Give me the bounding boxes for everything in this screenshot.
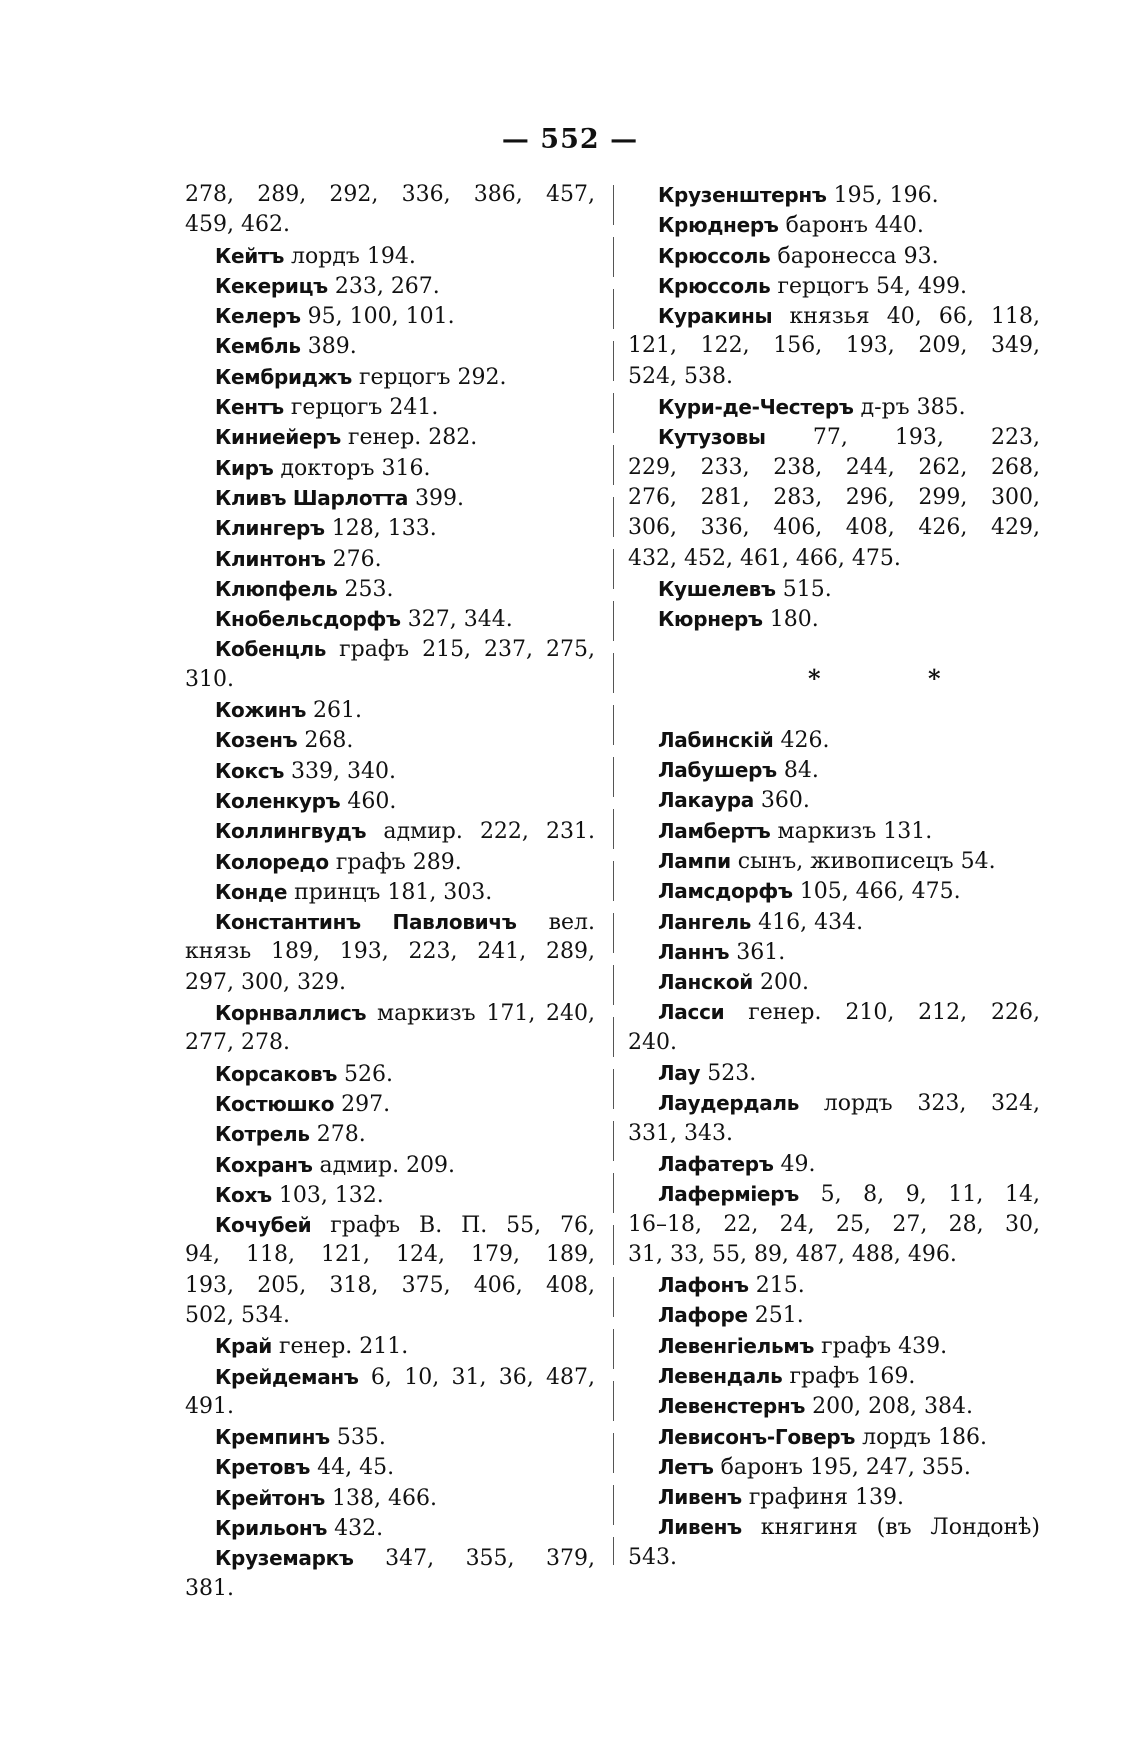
entry-references: 5, 8, 9, 11, 14, xyxy=(798,1182,1040,1208)
entry-references: генер. 211. xyxy=(271,1334,409,1360)
entry-references: 347, 355, 379, xyxy=(353,1546,595,1572)
index-line xyxy=(185,725,595,755)
index-line xyxy=(628,241,1040,271)
entry-references: 535. xyxy=(329,1425,386,1451)
entry-name: Кожинъ xyxy=(215,698,307,723)
entry-references: 77, 193, 223, xyxy=(765,425,1040,451)
entry-name: Кохранъ xyxy=(215,1152,313,1177)
entry-references: 229, 233, 238, 244, 262, 268, xyxy=(628,454,1040,480)
entry-name: Летъ xyxy=(658,1454,714,1479)
entry-references: маркизъ 131. xyxy=(770,818,933,844)
entry-references: 339, 340. xyxy=(284,758,397,784)
index-line xyxy=(628,331,1040,361)
entry-references: 526. xyxy=(337,1061,394,1087)
entry-name: Крузенштернъ xyxy=(658,183,827,207)
entry-name: Кембриджъ xyxy=(215,364,352,389)
entry-references: князья 40, 66, 118, xyxy=(772,304,1040,330)
entry-name: Лафатеръ xyxy=(658,1151,774,1176)
entry-references: графъ 215, 237, 275, xyxy=(326,637,595,663)
index-line xyxy=(628,816,1040,846)
entry-name: Круземаркъ xyxy=(215,1546,354,1571)
index-line xyxy=(185,1210,595,1240)
entry-name: Ламсдорфъ xyxy=(658,879,793,904)
entry-name: Лангель xyxy=(658,909,752,934)
entry-name: Коксъ xyxy=(215,758,285,783)
index-line xyxy=(628,1361,1040,1391)
entry-name: Лаферміеръ xyxy=(658,1182,799,1207)
index-line xyxy=(628,1028,1040,1058)
index-line xyxy=(628,967,1040,997)
entry-name: Край xyxy=(215,1334,272,1359)
entry-name: Константинъ Павловичъ xyxy=(215,910,517,935)
entry-references: 233, 267. xyxy=(327,273,440,299)
entry-references: 543. xyxy=(628,1544,677,1570)
entry-name: Ливенъ xyxy=(658,1485,742,1510)
index-line xyxy=(185,877,595,907)
index-line xyxy=(185,634,595,664)
entry-references: 515. xyxy=(775,576,832,602)
entry-references: 261. xyxy=(306,698,363,724)
entry-name: Лампи xyxy=(658,848,731,873)
index-line xyxy=(185,1180,595,1210)
index-line xyxy=(185,513,595,543)
index-line xyxy=(628,271,1040,301)
entry-name: Крюссоль xyxy=(658,243,771,268)
index-line xyxy=(628,180,1040,210)
index-line xyxy=(628,453,1040,483)
entry-name: Колоредо xyxy=(215,849,329,874)
entry-references: баронесса 93. xyxy=(770,243,939,269)
entry-references: герцогъ 292. xyxy=(351,364,507,390)
entry-references: 524, 538. xyxy=(628,363,733,389)
index-line xyxy=(628,422,1040,452)
entry-name: Левисонъ-Говеръ xyxy=(658,1424,856,1449)
index-line xyxy=(628,1300,1040,1330)
index-column-right xyxy=(628,180,1040,1573)
entry-references: 180. xyxy=(762,607,819,633)
index-line xyxy=(628,483,1040,513)
entry-name: Крейдеманъ xyxy=(215,1364,359,1389)
entry-name: Келеръ xyxy=(215,304,301,329)
index-line xyxy=(185,544,595,574)
index-line xyxy=(628,1119,1040,1149)
entry-name: Кейтъ xyxy=(215,243,285,268)
entry-references: вел. xyxy=(516,910,595,936)
index-line xyxy=(185,180,595,210)
entry-name: Лафоре xyxy=(658,1303,748,1328)
entry-references: 491. xyxy=(185,1393,234,1419)
entry-name: Коллингвудъ xyxy=(215,819,367,844)
entry-references: 195, 196. xyxy=(826,183,939,208)
entry-references: князь 189, 193, 223, 241, 289, xyxy=(185,939,595,965)
entry-references: 361. xyxy=(729,939,786,965)
entry-references: 297. xyxy=(334,1091,391,1117)
entry-references: 432, 452, 461, 466, 475. xyxy=(628,545,901,571)
entry-references: генер. 210, 212, 226, xyxy=(724,1000,1040,1026)
entry-references: 277, 278. xyxy=(185,1030,290,1056)
entry-references: 327, 344. xyxy=(400,607,513,633)
entry-references: 121, 122, 156, 193, 209, 349, xyxy=(628,333,1040,359)
index-line xyxy=(185,1452,595,1482)
entry-name: Кретовъ xyxy=(215,1455,311,1480)
entry-references: 200, 208, 384. xyxy=(805,1394,974,1420)
entry-name: Крильонъ xyxy=(215,1516,328,1541)
index-line xyxy=(628,755,1040,785)
entry-references: 381. xyxy=(185,1575,234,1601)
index-line xyxy=(185,1150,595,1180)
entry-references: лордъ 323, 324, xyxy=(799,1091,1040,1117)
entry-references: 193, 205, 318, 375, 406, 408, xyxy=(185,1272,595,1298)
entry-name: Крейтонъ xyxy=(215,1485,326,1510)
entry-references: 31, 33, 55, 89, 487, 488, 496. xyxy=(628,1241,957,1267)
entry-references: графъ 289. xyxy=(328,849,462,875)
entry-references: 200. xyxy=(753,970,809,996)
index-line xyxy=(628,785,1040,815)
entry-name: Левендаль xyxy=(658,1363,783,1388)
index-line xyxy=(185,422,595,452)
entry-references: 389. xyxy=(300,334,357,360)
entry-name: Кливъ Шарлотта xyxy=(215,485,409,510)
entry-references: 306, 336, 406, 408, 426, 429, xyxy=(628,515,1040,541)
entry-name: Крюднеръ xyxy=(658,213,779,238)
entry-references: герцогъ 241. xyxy=(283,395,439,421)
entry-references: 278. xyxy=(309,1122,366,1148)
entry-name: Куракины xyxy=(658,304,773,329)
separator-star: * xyxy=(808,664,821,694)
entry-references: 460. xyxy=(340,788,397,814)
entry-name: Кури-де-Честеръ xyxy=(658,395,854,420)
entry-references: 459, 462. xyxy=(185,212,290,238)
entry-references: маркизъ 171, 240, xyxy=(366,1001,595,1027)
entry-references: герцогъ 54, 499. xyxy=(770,273,967,299)
index-line xyxy=(628,1512,1040,1542)
entry-name: Лабушеръ xyxy=(658,758,777,783)
entry-name: Клинтонъ xyxy=(215,546,326,571)
entry-references: 399. xyxy=(408,485,465,511)
entry-name: Киръ xyxy=(215,455,274,480)
entry-references: 276, 281, 283, 296, 299, 300, xyxy=(628,484,1040,510)
entry-references: княгиня (въ Лондонѣ) xyxy=(741,1515,1040,1541)
index-line xyxy=(185,665,595,695)
entry-name: Костюшко xyxy=(215,1091,335,1116)
index-line xyxy=(185,1331,595,1361)
index-line xyxy=(185,301,595,331)
entry-name: Кутузовы xyxy=(658,425,766,450)
entry-references: генер. 282. xyxy=(340,425,478,451)
entry-name: Корнваллисъ xyxy=(215,1001,367,1026)
entry-name: Кембль xyxy=(215,334,301,359)
entry-references: баронъ 440. xyxy=(778,213,924,239)
index-line xyxy=(185,1483,595,1513)
entry-references: 297, 300, 329. xyxy=(185,969,346,995)
index-line xyxy=(185,271,595,301)
entry-references: 253. xyxy=(337,576,394,602)
index-line xyxy=(185,483,595,513)
index-column-left xyxy=(185,180,595,1604)
index-line xyxy=(628,1058,1040,1088)
index-line xyxy=(628,604,1040,634)
entry-references: сынъ, живописецъ 54. xyxy=(730,848,996,874)
entry-references: 95, 100, 101. xyxy=(300,304,455,330)
entry-references: д-ръ 385. xyxy=(853,395,966,421)
index-line xyxy=(628,1210,1040,1240)
entry-name: Лаудердаль xyxy=(658,1091,800,1116)
index-line xyxy=(185,1543,595,1573)
index-line xyxy=(185,1271,595,1301)
entry-name: Ливенъ xyxy=(658,1515,742,1540)
entry-name: Лабинскій xyxy=(658,727,774,752)
index-line xyxy=(185,816,595,846)
section-separator xyxy=(628,664,1040,694)
entry-name: Котрель xyxy=(215,1122,310,1147)
index-line xyxy=(185,847,595,877)
entry-references: 103, 132. xyxy=(271,1182,384,1208)
entry-name: Кочубей xyxy=(215,1213,312,1238)
index-line xyxy=(628,1482,1040,1512)
entry-references: баронъ 195, 247, 355. xyxy=(713,1454,971,1480)
entry-name: Козенъ xyxy=(215,728,298,753)
index-line xyxy=(628,1391,1040,1421)
entry-name: Ланской xyxy=(658,970,754,995)
entry-name: Кентъ xyxy=(215,395,284,420)
index-line xyxy=(185,756,595,786)
entry-name: Клингеръ xyxy=(215,516,325,541)
entry-references: 44, 45. xyxy=(310,1455,395,1481)
entry-references: графъ В. П. 55, 76, xyxy=(311,1213,595,1239)
entry-references: 276. xyxy=(325,546,382,572)
entry-name: Лакаура xyxy=(658,788,754,813)
entry-references: 523. xyxy=(700,1061,757,1087)
entry-references: 105, 466, 475. xyxy=(792,879,961,905)
entry-references: лордъ 194. xyxy=(284,243,416,269)
index-line xyxy=(185,968,595,998)
index-line xyxy=(185,331,595,361)
index-line xyxy=(185,1119,595,1149)
entry-references: 240. xyxy=(628,1029,677,1055)
index-line xyxy=(185,1362,595,1392)
index-line xyxy=(185,1301,595,1331)
entry-references: графъ 169. xyxy=(782,1363,916,1389)
entry-references: 251. xyxy=(747,1303,804,1329)
page-number: — 552 — xyxy=(501,124,639,155)
index-line xyxy=(185,1422,595,1452)
index-line xyxy=(185,907,595,937)
index-line xyxy=(185,453,595,483)
index-line xyxy=(628,362,1040,392)
entry-references: докторъ 316. xyxy=(273,455,431,481)
entry-name: Коленкуръ xyxy=(215,788,341,813)
entry-name: Левенгіельмъ xyxy=(658,1333,815,1358)
entry-references: 138, 466. xyxy=(325,1485,437,1511)
index-line xyxy=(185,362,595,392)
entry-name: Кекерицъ xyxy=(215,273,328,298)
index-line xyxy=(628,1088,1040,1118)
index-line xyxy=(628,544,1040,574)
index-line xyxy=(628,513,1040,543)
entry-references: 128, 133. xyxy=(324,516,437,542)
column-divider xyxy=(613,185,614,1565)
index-line xyxy=(185,210,595,240)
index-line xyxy=(628,574,1040,604)
index-block-l xyxy=(628,725,1040,1573)
entry-references: адмир. 222, 231. xyxy=(366,819,595,845)
index-line xyxy=(185,241,595,271)
entry-name: Лау xyxy=(658,1061,701,1086)
entry-references: принцъ 181, 303. xyxy=(287,879,493,905)
index-line xyxy=(628,1422,1040,1452)
index-line xyxy=(185,1028,595,1058)
entry-name: Кохъ xyxy=(215,1182,272,1207)
entry-references: 268. xyxy=(297,728,354,754)
entry-name: Кремпинъ xyxy=(215,1425,330,1450)
entry-name: Ланнъ xyxy=(658,939,730,964)
entry-references: 502, 534. xyxy=(185,1302,290,1328)
entry-references: графиня 139. xyxy=(741,1485,905,1511)
entry-name: Кушелевъ xyxy=(658,576,776,601)
index-line xyxy=(185,1513,595,1543)
entry-references: адмир. 209. xyxy=(312,1152,456,1178)
entry-references: 432. xyxy=(327,1516,384,1542)
index-line xyxy=(185,786,595,816)
index-line xyxy=(628,1149,1040,1179)
entry-references: 426. xyxy=(773,727,830,753)
index-line xyxy=(185,1392,595,1422)
entry-references: лордъ 186. xyxy=(855,1424,987,1450)
entry-name: Кюрнеръ xyxy=(658,607,763,632)
separator-mark: * xyxy=(928,664,941,694)
index-line xyxy=(628,907,1040,937)
index-line xyxy=(185,1574,595,1604)
entry-name: Кнобельсдорфъ xyxy=(215,607,401,632)
entry-references: 416, 434. xyxy=(751,909,864,935)
index-line xyxy=(185,604,595,634)
entry-name: Ласси xyxy=(658,1000,725,1025)
index-line xyxy=(185,574,595,604)
entry-name: Левенстернъ xyxy=(658,1394,806,1419)
index-line xyxy=(628,846,1040,876)
index-line xyxy=(628,876,1040,906)
index-line xyxy=(628,210,1040,240)
entry-name: Клюпфель xyxy=(215,576,338,601)
entry-name: Лафонъ xyxy=(658,1273,749,1298)
index-line xyxy=(628,1331,1040,1361)
index-line xyxy=(628,392,1040,422)
entry-name: Корсаковъ xyxy=(215,1061,338,1086)
entry-name: Киниейеръ xyxy=(215,425,341,450)
index-line xyxy=(628,997,1040,1027)
entry-references: 6, 10, 31, 36, 487, xyxy=(358,1364,595,1390)
entry-references: 49. xyxy=(773,1151,816,1177)
entry-name: Кобенцль xyxy=(215,637,327,662)
index-line xyxy=(628,1240,1040,1270)
index-line xyxy=(185,998,595,1028)
index-line xyxy=(628,301,1040,331)
index-line xyxy=(628,725,1040,755)
index-line xyxy=(185,392,595,422)
entry-references: 360. xyxy=(753,788,810,814)
index-line xyxy=(185,1089,595,1119)
entry-references: 215. xyxy=(748,1273,805,1299)
entry-name: Конде xyxy=(215,879,288,904)
entry-name: Крюссоль xyxy=(658,273,771,298)
entry-references: 84. xyxy=(776,758,819,784)
index-line xyxy=(185,1240,595,1270)
index-line xyxy=(628,937,1040,967)
index-line xyxy=(185,1059,595,1089)
entry-references: 310. xyxy=(185,666,234,692)
index-line xyxy=(185,937,595,967)
index-line xyxy=(628,1452,1040,1482)
entry-name: Ламбертъ xyxy=(658,818,771,843)
entry-references: 16–18, 22, 24, 25, 27, 28, 30, xyxy=(628,1211,1040,1237)
entry-references: графъ 439. xyxy=(814,1333,948,1359)
index-line xyxy=(185,695,595,725)
entry-references: 331, 343. xyxy=(628,1120,733,1146)
index-block-k xyxy=(628,180,1040,634)
index-line xyxy=(628,1543,1040,1573)
index-line xyxy=(628,1270,1040,1300)
index-line xyxy=(628,1179,1040,1209)
entry-references: 278, 289, 292, 336, 386, 457, xyxy=(185,182,595,207)
entry-references: 94, 118, 121, 124, 179, 189, xyxy=(185,1242,595,1268)
